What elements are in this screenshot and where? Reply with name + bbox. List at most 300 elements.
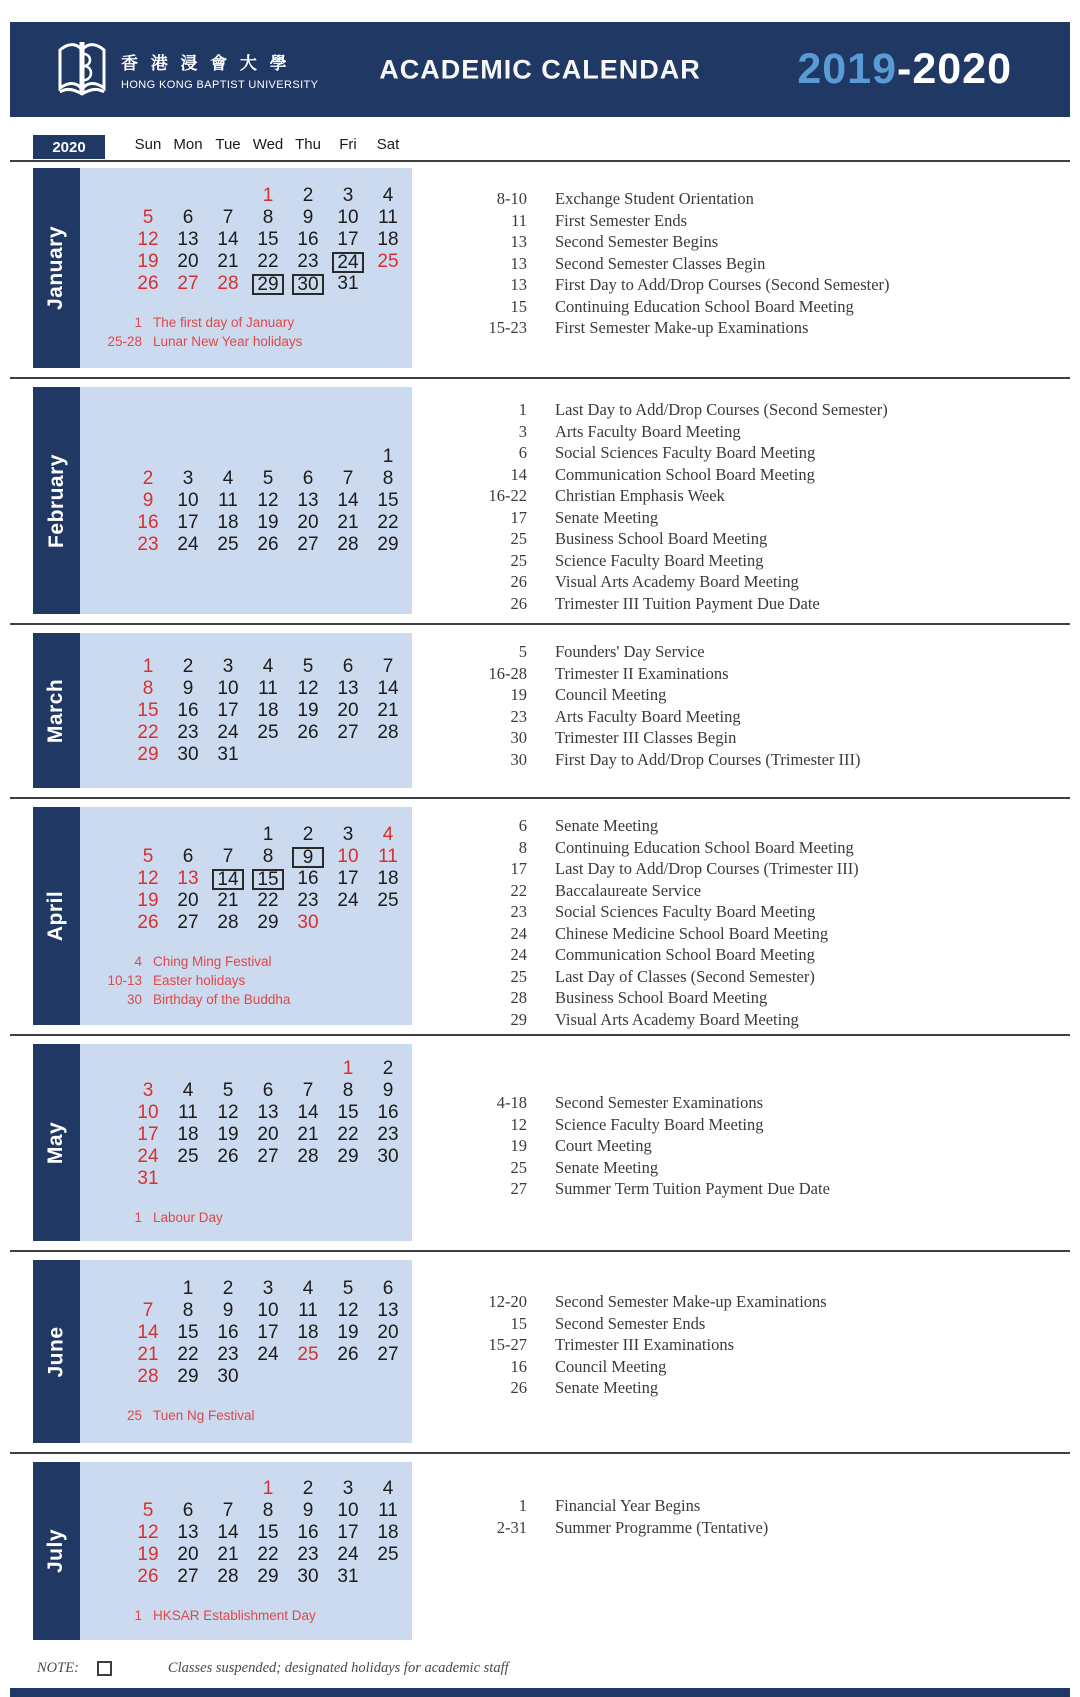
day-number: 22 (177, 1344, 199, 1365)
event-description: First Day to Add/Drop Courses (Second Semester) (555, 275, 890, 294)
month-block-may (33, 1044, 1070, 1241)
month-name-text: January (44, 225, 68, 311)
day-cell (248, 273, 288, 295)
day-cell (168, 846, 208, 868)
week-row (128, 1146, 412, 1168)
day-cell (288, 700, 328, 722)
day-cell (168, 273, 208, 295)
event-description: Court Meeting (555, 1136, 652, 1155)
day-number: 15 (252, 869, 284, 890)
day-cell (288, 512, 328, 534)
day-cell (128, 1278, 168, 1300)
day-number: 21 (217, 1543, 239, 1565)
day-number: 31 (337, 1565, 359, 1587)
event-description: Trimester II Examinations (555, 663, 729, 683)
holiday-note-row (80, 990, 412, 1009)
month-name-june (33, 1260, 80, 1443)
week-row (128, 656, 412, 678)
day-cell (128, 1058, 168, 1080)
event-date: 8-10 (496, 189, 527, 208)
week-row (128, 912, 412, 934)
day-number: 6 (182, 1499, 194, 1521)
day-grid (80, 656, 412, 766)
day-cell (128, 1544, 168, 1566)
holiday-notes (80, 1606, 412, 1625)
week-row (128, 890, 412, 912)
day-number: 1 (262, 823, 274, 845)
holiday-note-date: 25-28 (107, 334, 142, 349)
day-number: 8 (382, 467, 394, 489)
day-cell (368, 251, 408, 273)
day-cell (248, 1080, 288, 1102)
event-row (452, 1517, 1070, 1539)
holiday-note-text: Easter holidays (153, 972, 246, 988)
day-cell (248, 446, 288, 468)
event-description: Financial Year Begins (555, 1496, 701, 1515)
day-cell (288, 868, 328, 890)
day-number: 5 (142, 1499, 154, 1521)
day-cell (208, 846, 248, 868)
day-cell (248, 1102, 288, 1124)
day-number: 11 (298, 1300, 318, 1321)
day-cell (288, 722, 328, 744)
event-date: 13 (510, 253, 527, 273)
day-cell (128, 273, 168, 295)
day-cell (248, 207, 288, 229)
month-name-march (33, 633, 80, 788)
day-number: 7 (342, 467, 354, 489)
event-row (452, 274, 1070, 296)
holiday-note-text: Tuen Ng Festival (153, 1408, 255, 1423)
day-cell (248, 1478, 288, 1500)
day-number: 27 (337, 721, 359, 743)
day-number: 9 (222, 1300, 234, 1321)
event-row (452, 987, 1070, 1009)
day-number: 28 (217, 273, 239, 294)
month-name-text: March (44, 678, 68, 743)
day-cell (328, 534, 368, 556)
day-cell (328, 890, 368, 912)
holiday-note-date: 25 (126, 1408, 142, 1423)
day-cell (168, 890, 208, 912)
day-cell (368, 846, 408, 868)
day-cell (128, 1102, 168, 1124)
event-date: 17 (510, 859, 527, 878)
day-number: 11 (218, 489, 238, 511)
day-number: 3 (222, 655, 234, 677)
day-number: 22 (257, 889, 279, 911)
day-cell (328, 1278, 368, 1300)
event-date: 13 (510, 275, 527, 294)
event-date: 15-27 (488, 1335, 527, 1354)
day-cell (208, 512, 248, 534)
event-description: Senate Meeting (555, 507, 659, 527)
day-cell (368, 1168, 408, 1190)
event-description: Council Meeting (555, 685, 667, 704)
day-cell (128, 912, 168, 934)
event-description: Second Semester Make-up Examinations (555, 1292, 827, 1311)
day-number: 6 (302, 467, 314, 489)
week-row (128, 1102, 412, 1124)
day-cell (168, 1322, 208, 1344)
month-separator-line (10, 377, 1070, 379)
day-grid (80, 185, 412, 295)
week-row (128, 229, 412, 251)
day-cell (168, 722, 208, 744)
day-number: 20 (377, 1322, 399, 1343)
event-date: 3 (518, 421, 527, 441)
holiday-note-row (80, 313, 412, 332)
day-number: 9 (302, 1499, 314, 1521)
day-cell (128, 446, 168, 468)
day-cell (368, 1146, 408, 1168)
event-description: Arts Faculty Board Meeting (555, 421, 741, 441)
event-row (452, 663, 1070, 685)
day-number: 3 (182, 467, 194, 489)
day-number: 24 (332, 252, 364, 273)
day-number: 9 (302, 207, 314, 228)
month-name-july (33, 1462, 80, 1640)
event-date: 25 (510, 550, 527, 570)
day-cell (208, 273, 248, 295)
event-row (452, 901, 1070, 923)
day-number: 2 (142, 467, 154, 489)
event-row (452, 1356, 1070, 1378)
event-description: Senate Meeting (555, 1378, 659, 1397)
day-number: 16 (297, 229, 319, 250)
event-description: Senate Meeting (555, 1157, 659, 1177)
event-description: Last Day to Add/Drop Courses (Second Semester) (555, 400, 888, 419)
month-separator-line (10, 1034, 1070, 1036)
day-number: 19 (337, 1322, 359, 1343)
event-date: 24 (510, 923, 527, 943)
day-cell (328, 1366, 368, 1388)
day-number: 27 (177, 911, 199, 933)
day-number: 30 (177, 743, 199, 765)
day-cell (208, 700, 248, 722)
day-cell (128, 1300, 168, 1322)
day-number: 2 (182, 655, 194, 677)
day-number: 5 (302, 655, 314, 677)
event-description: Senate Meeting (555, 816, 659, 835)
day-cell (128, 1080, 168, 1102)
open-book-logo-icon (56, 38, 108, 102)
day-cell (368, 229, 408, 251)
day-cell (168, 1124, 208, 1146)
holiday-note-date: 1 (134, 1607, 142, 1623)
week-row (128, 512, 412, 534)
event-description: Baccalaureate Service (555, 880, 702, 900)
holiday-note-row (80, 1208, 412, 1227)
day-number: 6 (382, 1278, 394, 1299)
event-description: Communication School Board Meeting (555, 464, 815, 484)
event-row (452, 1291, 1070, 1313)
event-description: Visual Arts Academy Board Meeting (555, 572, 799, 591)
day-cell (208, 1478, 248, 1500)
day-cell (288, 744, 328, 766)
month-name-february (33, 387, 80, 614)
day-number: 29 (137, 743, 159, 765)
event-description: Last Day to Add/Drop Courses (Trimester III) (555, 859, 859, 878)
day-number: 14 (217, 229, 239, 250)
day-cell (248, 1344, 288, 1366)
day-number: 12 (297, 677, 319, 699)
week-row (128, 1344, 412, 1366)
day-cell (328, 1344, 368, 1366)
day-cell (288, 678, 328, 700)
day-number: 23 (177, 721, 199, 743)
day-number: 26 (297, 721, 319, 743)
day-number: 9 (382, 1080, 394, 1101)
day-cell (368, 890, 408, 912)
day-cell (368, 207, 408, 229)
event-row (452, 464, 1070, 486)
day-number: 23 (297, 889, 319, 911)
day-number: 11 (378, 845, 398, 867)
day-number: 20 (297, 511, 319, 533)
day-cell (208, 744, 248, 766)
day-cell (168, 868, 208, 890)
months-container (0, 168, 1080, 1640)
holiday-note-date: 30 (126, 991, 142, 1007)
event-row (452, 442, 1070, 464)
day-number: 20 (337, 699, 359, 721)
event-row (452, 399, 1070, 421)
day-cell (288, 1344, 328, 1366)
day-number: 30 (377, 1146, 399, 1167)
header-bar (10, 22, 1070, 117)
day-number: 25 (257, 721, 279, 743)
day-cell (248, 512, 288, 534)
event-row (452, 1135, 1070, 1157)
day-cell (288, 1124, 328, 1146)
day-cell (368, 1366, 408, 1388)
day-cell (248, 1544, 288, 1566)
day-cell (328, 1566, 368, 1588)
event-description: Exchange Student Orientation (555, 189, 754, 208)
day-cell (288, 1168, 328, 1190)
day-number: 24 (257, 1344, 279, 1365)
day-cell (128, 868, 168, 890)
day-cell (248, 1522, 288, 1544)
day-number: 26 (137, 273, 159, 294)
day-cell (208, 1168, 248, 1190)
events-list-july (412, 1462, 1070, 1640)
day-number: 3 (342, 823, 354, 845)
holiday-note-date: 1 (134, 1210, 142, 1225)
day-cell (368, 1566, 408, 1588)
month-block-july (33, 1462, 1070, 1640)
event-date: 28 (510, 988, 527, 1007)
day-cell (288, 890, 328, 912)
event-date: 26 (510, 593, 527, 613)
day-grid (80, 1478, 412, 1588)
day-cell (128, 1566, 168, 1588)
day-number: 3 (142, 1080, 154, 1101)
event-date: 6 (518, 816, 527, 835)
day-number: 22 (137, 721, 159, 743)
day-cell (168, 1366, 208, 1388)
holiday-notes (80, 313, 412, 351)
day-number: 21 (137, 1344, 159, 1365)
day-number: 16 (297, 1521, 319, 1543)
week-row (128, 273, 412, 295)
day-number: 12 (217, 1102, 239, 1123)
event-row (452, 1157, 1070, 1179)
day-cell (248, 1278, 288, 1300)
day-number: 23 (297, 251, 319, 272)
bottom-accent-bar (10, 1688, 1070, 1697)
day-cell (288, 846, 328, 868)
event-date: 2-31 (496, 1517, 527, 1537)
day-number: 12 (137, 229, 159, 250)
event-date: 6 (518, 443, 527, 462)
day-cell (288, 1300, 328, 1322)
day-cell (128, 512, 168, 534)
day-cell (248, 490, 288, 512)
week-row (128, 1522, 412, 1544)
day-number: 25 (377, 889, 399, 911)
day-number: 15 (257, 1521, 279, 1543)
day-cell (248, 744, 288, 766)
day-grid (80, 1278, 412, 1388)
day-cell (128, 1478, 168, 1500)
day-number: 2 (222, 1278, 234, 1299)
day-cell (288, 273, 328, 295)
day-number: 8 (182, 1300, 194, 1321)
event-row (452, 296, 1070, 318)
event-row (452, 1377, 1070, 1399)
day-number: 14 (217, 1521, 239, 1543)
day-number: 2 (302, 1477, 314, 1499)
month-block-march (33, 633, 1070, 788)
day-number: 17 (257, 1322, 279, 1343)
day-cell (288, 656, 328, 678)
event-date: 23 (510, 706, 527, 726)
day-cell (248, 229, 288, 251)
day-number: 11 (378, 1499, 398, 1521)
day-cell (368, 490, 408, 512)
logo-chinese-name: 香 港 浸 會 大 學 (121, 53, 291, 73)
event-row (452, 749, 1070, 771)
day-grid (80, 1058, 412, 1190)
day-cell (248, 1124, 288, 1146)
event-date: 4-18 (496, 1093, 527, 1112)
day-cell (128, 1500, 168, 1522)
day-cell (328, 1500, 368, 1522)
weekday-label-sun: Sun (134, 136, 162, 153)
day-cell (328, 1300, 368, 1322)
month-name-january (33, 168, 80, 368)
day-number: 20 (177, 251, 199, 272)
day-cell (128, 229, 168, 251)
event-date: 30 (510, 749, 527, 769)
day-cell (168, 207, 208, 229)
event-row (452, 706, 1070, 728)
week-row (128, 1366, 412, 1388)
day-number: 21 (297, 1124, 319, 1145)
day-number: 16 (217, 1322, 239, 1343)
day-number: 13 (337, 677, 359, 699)
day-number: 17 (137, 1124, 159, 1145)
day-number: 7 (222, 845, 234, 867)
calendar-grid-june (80, 1260, 412, 1443)
holiday-notes (80, 1208, 412, 1227)
day-cell (208, 1124, 248, 1146)
calendar-grid-january (80, 168, 412, 368)
day-cell (168, 251, 208, 273)
event-description: Second Semester Classes Begin (555, 253, 766, 273)
event-description: Continuing Education School Board Meeting (555, 296, 854, 316)
day-cell (288, 185, 328, 207)
event-description: Business School Board Meeting (555, 529, 768, 548)
day-cell (248, 846, 288, 868)
week-row (128, 1168, 412, 1190)
event-description: Trimester III Classes Begin (555, 728, 737, 747)
day-number: 19 (137, 889, 159, 911)
day-cell (168, 824, 208, 846)
event-date: 17 (510, 507, 527, 527)
event-date: 22 (510, 880, 527, 900)
day-cell (288, 229, 328, 251)
day-number: 16 (137, 511, 159, 533)
week-row (128, 722, 412, 744)
week-row (128, 824, 412, 846)
day-number: 1 (182, 1278, 194, 1299)
event-row (452, 571, 1070, 593)
day-number: 4 (382, 823, 394, 845)
day-cell (208, 251, 248, 273)
weekday-labels (128, 136, 408, 153)
event-date: 13 (510, 232, 527, 251)
day-cell (368, 656, 408, 678)
day-cell (288, 1058, 328, 1080)
day-number: 24 (337, 1543, 359, 1565)
month-block-february (33, 387, 1070, 614)
day-cell (208, 1080, 248, 1102)
day-cell (128, 1322, 168, 1344)
day-number: 23 (217, 1344, 239, 1365)
day-cell (168, 185, 208, 207)
day-number: 10 (337, 207, 359, 228)
day-grid (80, 446, 412, 556)
day-number: 15 (257, 229, 279, 250)
day-cell (288, 1080, 328, 1102)
day-number: 15 (337, 1102, 359, 1123)
month-separator-line (10, 623, 1070, 625)
events-list-april (412, 807, 1070, 1029)
day-cell (248, 468, 288, 490)
event-row (452, 317, 1070, 339)
day-number: 25 (297, 1344, 319, 1365)
weekday-label-tue: Tue (215, 136, 241, 153)
holiday-note-date: 1 (134, 315, 142, 330)
week-row (128, 207, 412, 229)
day-number: 18 (297, 1322, 319, 1343)
day-cell (208, 207, 248, 229)
day-number: 4 (222, 467, 234, 489)
day-cell (208, 1300, 248, 1322)
day-cell (328, 512, 368, 534)
event-date: 8 (518, 837, 527, 857)
day-cell (368, 534, 408, 556)
day-number: 10 (137, 1102, 159, 1123)
day-number: 4 (302, 1278, 314, 1299)
day-number: 5 (142, 207, 154, 228)
weekday-label-fri: Fri (339, 136, 357, 153)
day-cell (368, 185, 408, 207)
day-cell (128, 700, 168, 722)
